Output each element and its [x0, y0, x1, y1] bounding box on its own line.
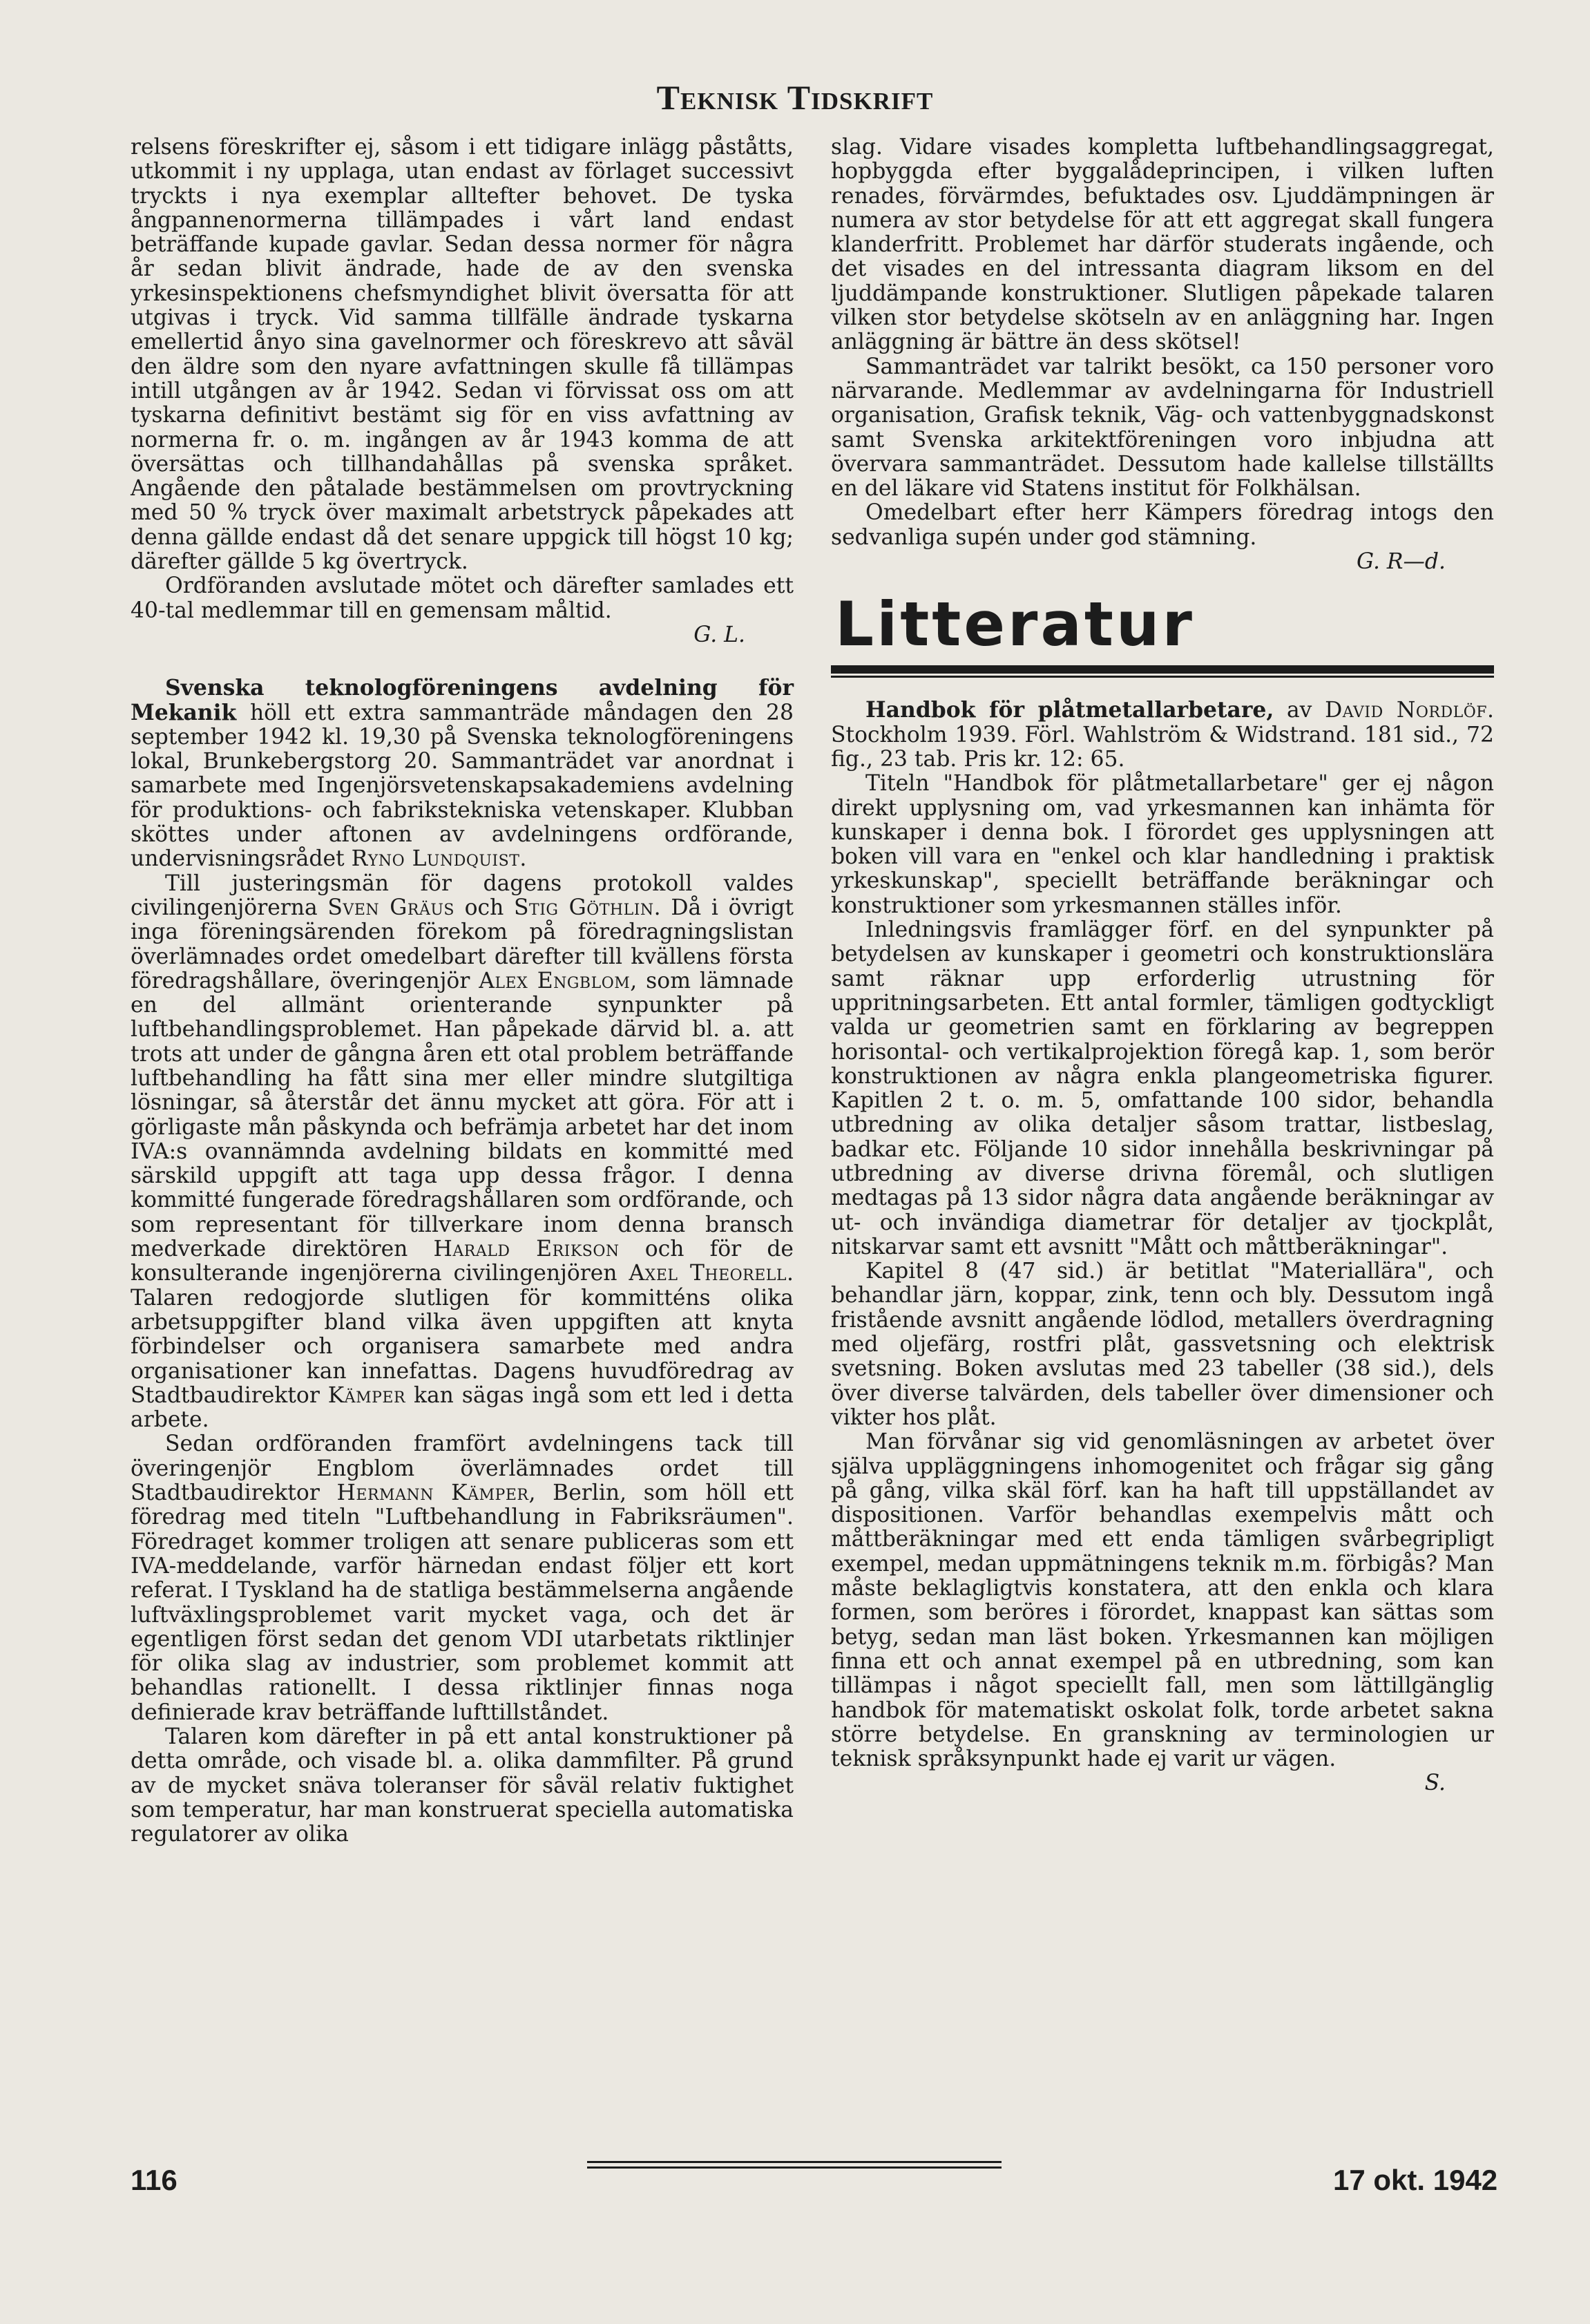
- person-name: Axel Theorell: [629, 1261, 787, 1286]
- author-signature: G. R—d.: [1356, 549, 1446, 575]
- paragraph: Sedan ordföranden framfört avdelningens tack till överingenjör Engblom överlämnades ordet till Stadtbaudirektor Hermann Kämper, Berlin, som höll ett föredrag med titeln "Luftbehandlung in Fabriksräumen". Föredraget kommer troligen att senare publiceras som ett IVA-meddelande, varför härnedan endast följer ett kort referat. I Tyskland ha de statliga bestämmelserna angående luftväxlingsproblemet varit mycket vaga, och det är egentligen först sedan det genom VDI utarbetats riktlinjer för olika slag av industrier, som problemet kommit att behandlas rationellt. I dessa riktlinjer finnas noga definierade krav beträffande lufttillståndet.: [131, 1431, 794, 1725]
- spacer: [131, 647, 794, 676]
- paragraph: relsens föreskrifter ej, såsom i ett tidigare inlägg påståtts, utkommit i ny upplaga, utan endast av förlaget successivt tryckts i nya exemplar alltefter behovet. De tyska ångpannenormerna tillämpades i vårt land endast beträffande kupade gavlar. Sedan dessa normer för några år sedan blivit ändrade, hade de av den svenska yrkesinspektionens chefsmyndighet blivit översatta för att utgivas i tryck. Vid samma tillfälle ändrade tyskarna emellertid ånyo sina gavelnormer och föreskrevo att såväl den äldre som den nyare avfattningen skulle få tillämpas intill utgången av år 1942. Sedan vi förvissat oss om att tyskarna definitivt bestämt sig för en viss avfattning av normerna fr. o. m. ingången av år 1943 komma de att översättas och tillhandahållas på svenska språket. Angående den påtalade bestämmelsen om provtryckning med 50 % tryck över maximalt arbetstryck påpekades att denna gällde endast då det senare uppgick till högst 10 kg; därefter gällde 5 kg övertryck.: [131, 135, 794, 575]
- paragraph: Sammanträdet var talrikt besökt, ca 150 personer voro närvarande. Medlemmar av avdelningarna för Industriell organisation, Grafisk teknik, Väg- och vattenbyggnadskonst samt Svenska arkitektföreningen voro inbjudna att övervara sammanträdet. Dessutom hade kallelse tillställts en del läkare vid Statens institut för Folkhälsan.: [831, 354, 1494, 502]
- left-column: [131, 135, 794, 1847]
- paragraph: Till justeringsmän för dagens protokoll valdes civilingenjörerna Sven Gräus och Stig Göthlin. Då i övrigt inga föreningsärenden förekom på föredragningslistan överlämnades ordet omedelbart därefter till kvällens första föredragshållare, överingenjör Alex Engblom, som lämnade en del allmänt orienterande synpunkter på luftbehandlingsproblemet. Han påpekade därvid bl. a. att trots att under de gångna åren ett otal problem beträffande luftbehandling ha fått sina mer eller mindre slutgiltiga lösningar, så återstår det ännu mycket att göra. För att i görligaste mån påskynda och befrämja arbetet har det inom IVA:s ovannämnda avdelning bildats en kommitté med särskild uppgift att taga upp dessa frågor. I denna kommitté fungerade föredragshållaren som ordförande, och som representant för tillverkare inom denna bransch medverkade direktören Harald Erikson och för de konsulterande ingenjörerna civilingenjören Axel Theorell. Talaren redogjorde slutligen för kommitténs olika arbetsuppgifter bland vilka även uppgiften att knyta förbindelser och organisera samarbete med andra organisationer kan innefattas. Dagens huvudföredrag av Stadtbaudirektor Kämper kan sägas ingå som ett led i detta arbete.: [131, 870, 794, 1433]
- paragraph: Ordföranden avslutade mötet och därefter samlades ett 40-tal medlemmar till en gemensam måltid.: [131, 573, 794, 623]
- footer-rule: [587, 2161, 1002, 2163]
- person-name: Kämper: [327, 1382, 406, 1408]
- author-signature: S.: [1424, 1771, 1446, 1796]
- paragraph: Svenska teknologföreningens avdelning för Mekanik höll ett extra sammanträde måndagen den 28 september 1942 kl. 19,30 på Svenska teknologföreningens lokal, Brunkebergstorg 20. Sammanträdet var anordnat i samarbete med Ingenjörsvetenskapsakademiens avdelning för produktions- och fabrikstekniska vetenskaper. Klubban sköttes under aftonen av avdelningens ordförande, undervisningsrådet Ryno Lundquist.: [131, 676, 794, 872]
- paragraph: Man förvånar sig vid genomläsningen av arbetet över själva uppläggningens inhomogenitet och frågar sig gång på gång, vilka skäl förf. kan ha haft till uppställandet av dispositionen. Varför behandlas exempelvis mått och måttberäkningar med ett enda tämligen svårbegripligt exempel, medan uppmätningens teknik m.m. förbigås? Man måste beklagligtvis konstatera, att den enkla och klara formen, som beröres i förordet, knappast kan sättas som betyg, sedan man läst boken. Yrkesmannen kan möjligen finna ett och annat exempel på en utbredning, som kan tillämpas i något speciellt fall, men som lättillgänglig handbok för matematiskt oskolat folk, torde arbetet sakna större betydelse. En granskning av terminologien ur teknisk språksynpunkt hade ej varit ur vägen.: [831, 1429, 1494, 1772]
- person-name: Sven Gräus: [327, 895, 454, 920]
- section-title: Litteratur: [835, 589, 1195, 660]
- person-name: Stig Göthlin: [514, 895, 654, 920]
- book-author: David Nordlöf: [1325, 698, 1488, 723]
- paragraph: Omedelbart efter herr Kämpers föredrag intogs den sedvanliga supén under god stämning.: [831, 500, 1494, 550]
- author-signature: G. L.: [693, 622, 745, 647]
- issue-date: 17 okt. 1942: [1333, 2164, 1498, 2196]
- section-lead: Svenska teknologföreningens avdelning för Mekanik: [131, 676, 794, 725]
- paragraph: Talaren kom därefter in på ett antal konstruktioner på detta område, och visade bl. a. olika dammfilter. På grund av de mycket snäva toleranser för såväl relativ fuktighet som temperatur, har man konstruerat speciella automatiska regulatorer av olika: [131, 1724, 794, 1847]
- review-heading: Handbok för plåtmetallarbetare, av David Nordlöf. Stockholm 1939. Förl. Wahlström & Widstrand. 181 sid., 72 fig., 23 tab. Pris kr. 12: 65.: [831, 698, 1495, 772]
- paragraph: Titeln "Handbok för plåtmetallarbetare" ger ej någon direkt upplysning om, vad yrkesmannen kan inhämta för kunskaper i denna bok. I förordet ges upplysningen att boken vill vara en "enkel och klar handledning i praktisk yrkeskunskap", speciellt beträffande beräkningar och konstruktioner som yrkesmannen ställes inför.: [831, 771, 1494, 918]
- paragraph: Inledningsvis framlägger förf. en del synpunkter på betydelsen av kunskaper i geometri och konstruktionslära samt räknar upp erforderlig utrustning för uppritningsarbeten. Ett antal formler, tämligen godtyckligt valda ur geometrien samt en förklaring av begreppen horisontal- och vertikalprojektion föregå kap. 1, som berör konstruktionen av några enkla plangeometriska figurer. Kapitlen 2 t. o. m. 5, omfattande 100 sidor, behandla utbredning av olika detaljer såsom trattar, listbeslag, badkar etc. Följande 10 sidor innehålla beskrivningar på utbredning av diverse drivna föremål, och slutligen medtagas på 13 sidor några data angående beräkningar av ut- och invändiga diametrar för detaljer av tjockplåt, nitskarvar samt ett avsnitt "Mått och måttberäkningar".: [831, 917, 1494, 1259]
- section-rule-thin: [831, 676, 1494, 678]
- journal-title: Teknisk Tidskrift: [656, 78, 934, 117]
- person-name: Ryno Lundquist: [351, 846, 520, 872]
- footer-rule: [587, 2166, 1002, 2169]
- paragraph: Kapitel 8 (47 sid.) är betitlat "Materiallära", och behandlar järn, koppar, zink, tenn och bly. Dessutom ingå fristående avsnitt angående lödlod, metallers överdragning med oljefärg, rostfri plåt, gassvetsning och elektrisk svetsning. Boken avslutas med 23 tabeller (38 sid.), dels över diverse talvärden, dels tabeller över dimensioner och vikter hos plåt.: [831, 1259, 1494, 1430]
- paragraph: slag. Vidare visades kompletta luftbehandlingsaggregat, hopbyggda efter byggalådeprincipen, i vilken luften renades, förvärmdes, befuktades osv. Ljuddämpningen är numera av stor betydelse för att ett aggregat skall fungera klanderfritt. Problemet har därför studerats ingående, och det visades en del intressanta diagram liksom en del ljuddämpande konstruktioner. Slutligen påpekade talaren vilken stor betydelse skötseln av en anläggning har. Ingen anläggning är bättre än dess skötsel!: [831, 135, 1494, 355]
- person-name: Alex Engblom: [479, 968, 631, 993]
- section-rule-thick: [831, 665, 1494, 674]
- book-title: Handbok för plåtmetallarbetare,: [865, 698, 1274, 723]
- journal-header: [0, 77, 1590, 117]
- right-column: [831, 135, 1494, 1796]
- book-meta: . Stockholm 1939. Förl. Wahlström & Widstrand. 181 sid., 72 fig., 23 tab. Pris kr. 12: 65.: [831, 698, 1495, 772]
- page-number: 116: [131, 2164, 178, 2196]
- person-name: Hermann Kämper: [336, 1480, 529, 1506]
- person-name: Harald Erikson: [433, 1237, 620, 1262]
